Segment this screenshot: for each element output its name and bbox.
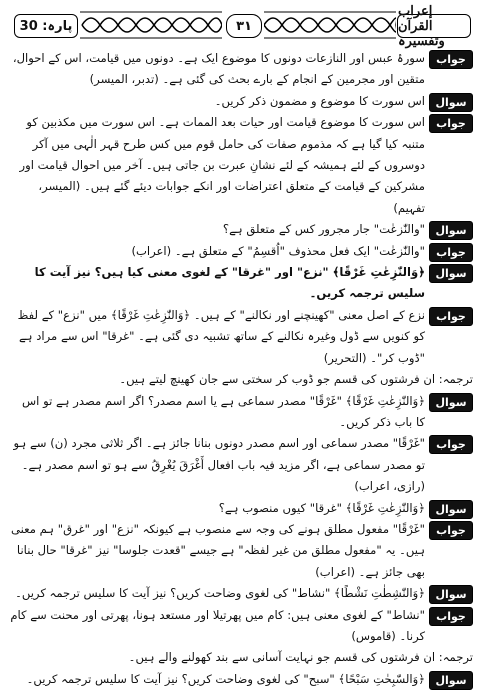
answer-block — [10, 433, 473, 497]
answer-block — [10, 241, 473, 262]
answer-text: سورۂ عبس اور النازعات دونوں کا موضوع ایک ہے۔ دونوں میں قیامت، اس کے احوال، متقین اور مجرمین کے انجام کے بارے بحث کی گئی ہے۔ (تدبر، المیسر) — [12, 51, 425, 87]
question-label: سوال — [429, 671, 473, 690]
question-block — [10, 391, 473, 434]
page-body — [10, 48, 473, 690]
answer-block — [10, 305, 473, 369]
answer-block — [10, 605, 473, 648]
question-text: ﴿وَالنّٰشِطٰتِ نَشْطًا﴾ "نشاط" کی لغوی وضاحت کریں؟ نیز آیت کا سلیس ترجمہ کریں۔ — [15, 586, 425, 601]
question-label: سوال — [429, 500, 473, 519]
question-label: سوال — [429, 585, 473, 604]
question-label: سوال — [429, 93, 473, 112]
question-text: "والنّٰزعٰت" جار مجرور کس کے متعلق ہے؟ — [222, 222, 425, 237]
ornament-border-icon — [80, 8, 222, 42]
answer-text: "غَرْقًا" مصدر سماعی اور اسم مصدر دونوں بنانا جائز ہے۔ اگر ثلاثی مجرد (ن) سے ہو تو مصدر سماعی ہے، اگر مزید فیہ باب افعال أَغْرَقَ يُغْرِقُ سے ہو تو اسم مصدر ہے۔ (رازی، اعراب) — [13, 436, 425, 494]
para-label: پارہ: 30 — [14, 14, 78, 38]
question-block — [10, 91, 473, 112]
question-text: ﴿وَالنّٰزِعٰتِ غَرْقًا﴾ "غَرْقًا" مصدر سماعی ہے یا اسم مصدر؟ اگر اسم مصدر ہے تو اس کا باب ذکر کریں۔ — [22, 393, 425, 429]
question-text: اس سورت کا موضوع و مضمون ذکر کریں۔ — [214, 93, 425, 108]
answer-label: جواب — [429, 243, 473, 262]
answer-block — [10, 519, 473, 583]
answer-label: جواب — [429, 114, 473, 133]
answer-label: جواب — [429, 521, 473, 540]
answer-text: "والنّٰزعٰت" ایک فعل محذوف "اُقسِمُ" کے متعلق ہے۔ (اعراب) — [131, 243, 425, 258]
question-label: سوال — [429, 393, 473, 412]
answer-label: جواب — [429, 50, 473, 69]
answer-block — [10, 112, 473, 219]
page-number: ۳۱ — [226, 14, 262, 38]
question-block — [10, 583, 473, 604]
book-title: إعراب القرآن وتفسیرہ — [397, 14, 471, 38]
ornament-border-icon — [264, 8, 396, 42]
translation-text: ترجمہ: ان فرشتوں کی قسم جو ڈوب کر سختی سے جان کھینچ لیتے ہیں۔ — [119, 372, 473, 387]
translation-text: ترجمہ: ان فرشتوں کی قسم جو نہایت آسانی سے بند کھولنے والے ہیں۔ — [128, 650, 473, 665]
question-block — [10, 262, 473, 305]
answer-block — [10, 48, 473, 91]
question-text: ﴿وَالنّٰزِعٰتِ غَرْقًا﴾ "غرقا" کیوں منصوب ہے؟ — [218, 500, 425, 515]
page-header — [8, 3, 475, 49]
question-block — [10, 219, 473, 240]
question-block — [10, 498, 473, 519]
answer-text: "نشاط" کے لغوی معنی ہیں: کام میں پھرتیلا اور مستعد ہونا، پھرتی اور محنت سے کام کرنا۔ (قاموس) — [10, 607, 425, 643]
question-block — [10, 669, 473, 690]
answer-text: نزع کے اصل معنی "کھینچنے اور نکالنے" کے ہیں۔ ﴿وَالنّٰزِعٰتِ غَرْقًا﴾ میں "نزع" کے لفظ کو کنویں سے ڈول وغیرہ نکالنے کے ساتھ تشبیہ دی گئی ہے۔ "غرقا" اس سے مراد ہے "ڈوب کر"۔ (التحریر) — [17, 307, 425, 365]
answer-label: جواب — [429, 435, 473, 454]
answer-label: جواب — [429, 607, 473, 626]
question-label: سوال — [429, 264, 473, 283]
answer-label: جواب — [429, 307, 473, 326]
answer-text: اس سورت کا موضوع قیامت اور حیات بعد الممات ہے۔ اس سورت میں مکذبین کو متنبہ کیا گیا ہے کہ مذموم صفات کی حامل قوم میں کس طرح قہر الٰہی میں آکر دوسروں کے لئے ہمیشہ کے لئے نشانِ عبرت بن جاتی ہیں۔ آخر میں احوال قیامت اور مشرکین کے قیامت کے متعلق اعتراضات اور انکے جوابات دیئے گئے ہیں۔ (المیسر، تفہیم) — [19, 115, 425, 215]
answer-text: "غَرْقًا" مفعول مطلق ہونے کی وجہ سے منصوب ہے کیونکہ "نزع" اور "غرق" ہم معنی ہیں۔ یہ "مفعول مطلق من غیر لفظہ" ہے جیسے "قعدت جلوسا" نیز "غرقا" حال بنانا بھی جائز ہے۔ (اعراب) — [10, 521, 425, 579]
question-text: ﴿وَالنّٰزِعٰتِ غَرْقًا﴾ "نزع" اور "غرقا" کے لغوی معنی کیا ہیں؟ نیز آیت کا سلیس ترجمہ کریں۔ — [34, 265, 425, 301]
question-text: ﴿وَالسّٰبِحٰتِ سَبْحًا﴾ "سبح" کی لغوی وضاحت کریں؟ نیز آیت کا سلیس ترجمہ کریں۔ — [26, 671, 425, 686]
question-label: سوال — [429, 221, 473, 240]
